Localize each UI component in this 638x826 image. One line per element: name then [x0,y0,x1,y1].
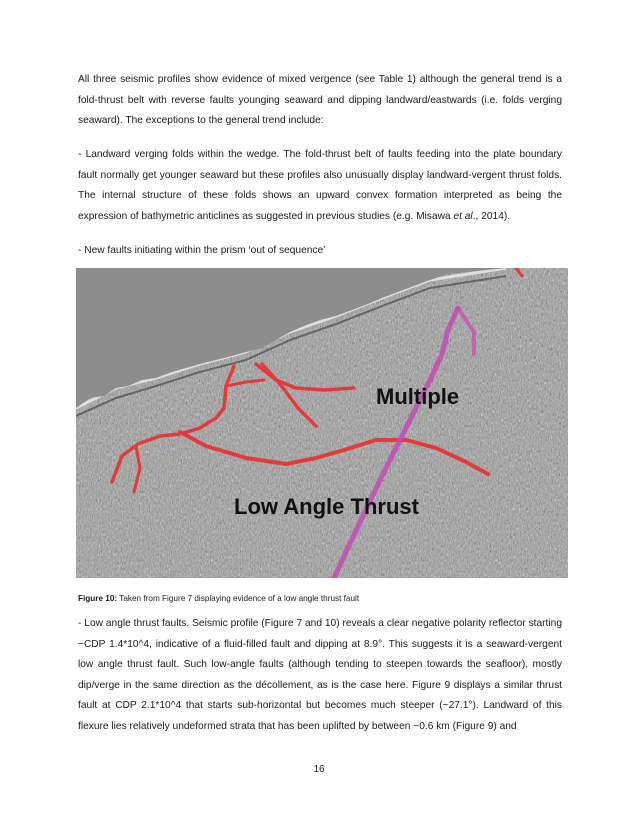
paragraph-landward-verging-folds [78,145,562,227]
seismic-figure [76,268,568,578]
paragraph-low-angle-thrust: - Low angle thrust faults. Seismic profile (Figure 7 and 10) reveals a clear negative polarity reflector starting ~CDP 1.4*10^4, indicative of a fluid-filled fault and dipping at 8.9°. This suggests it is a seaward-vergent low angle thrust fault. Such low-angle faults (although tending to steepen towards the seafloor), mostly dip/verge in the same direction as the décollement, as is the case here. Figure 9 displays a similar thrust fault at CDP 2.1*10^4 that starts sub-horizontal but becomes much steeper (~27.1°). Landward of this flexure lies relatively undeformed strata that has been uplifted by between ~0.6 km (Figure 9) and [78,618,562,732]
multiple-label: Multiple [376,384,460,409]
caption-text: Taken from Figure 7 displaying evidence of a low angle thrust fault [117,594,360,603]
caption-label: Figure 10: [78,594,118,603]
seismic-image [76,268,568,578]
paragraph-text-start: - Landward verging folds within the wedge. The fold-thrust belt of faults feeding into the plate boundary fault normally get younger seaward but these profiles also unusually display landward-vergent thrust folds. The internal structure of these folds shows an upward convex formation interpreted as being the expression of bathymetric anticlines as suggested in previous studies (e.g. Misawa [78,149,562,222]
paragraph-text-end: ., 2014). [472,210,511,222]
low-angle-thrust-label: Low Angle Thrust [234,494,419,519]
paragraph-out-of-sequence: - New faults initiating within the prism ‘out of sequence’ [78,245,326,256]
et-al-italic: et al [453,210,473,222]
paragraph-mixed-vergence: All three seismic profiles show evidence of mixed vergence (see Table 1) although the general trend is a fold-thrust belt with reverse faults younging seaward and dipping landward/eastwards (i.e. folds verging seaward). The exceptions to the general trend include: [78,74,562,126]
figure-caption [78,592,562,606]
page-number: 16 [313,764,325,775]
